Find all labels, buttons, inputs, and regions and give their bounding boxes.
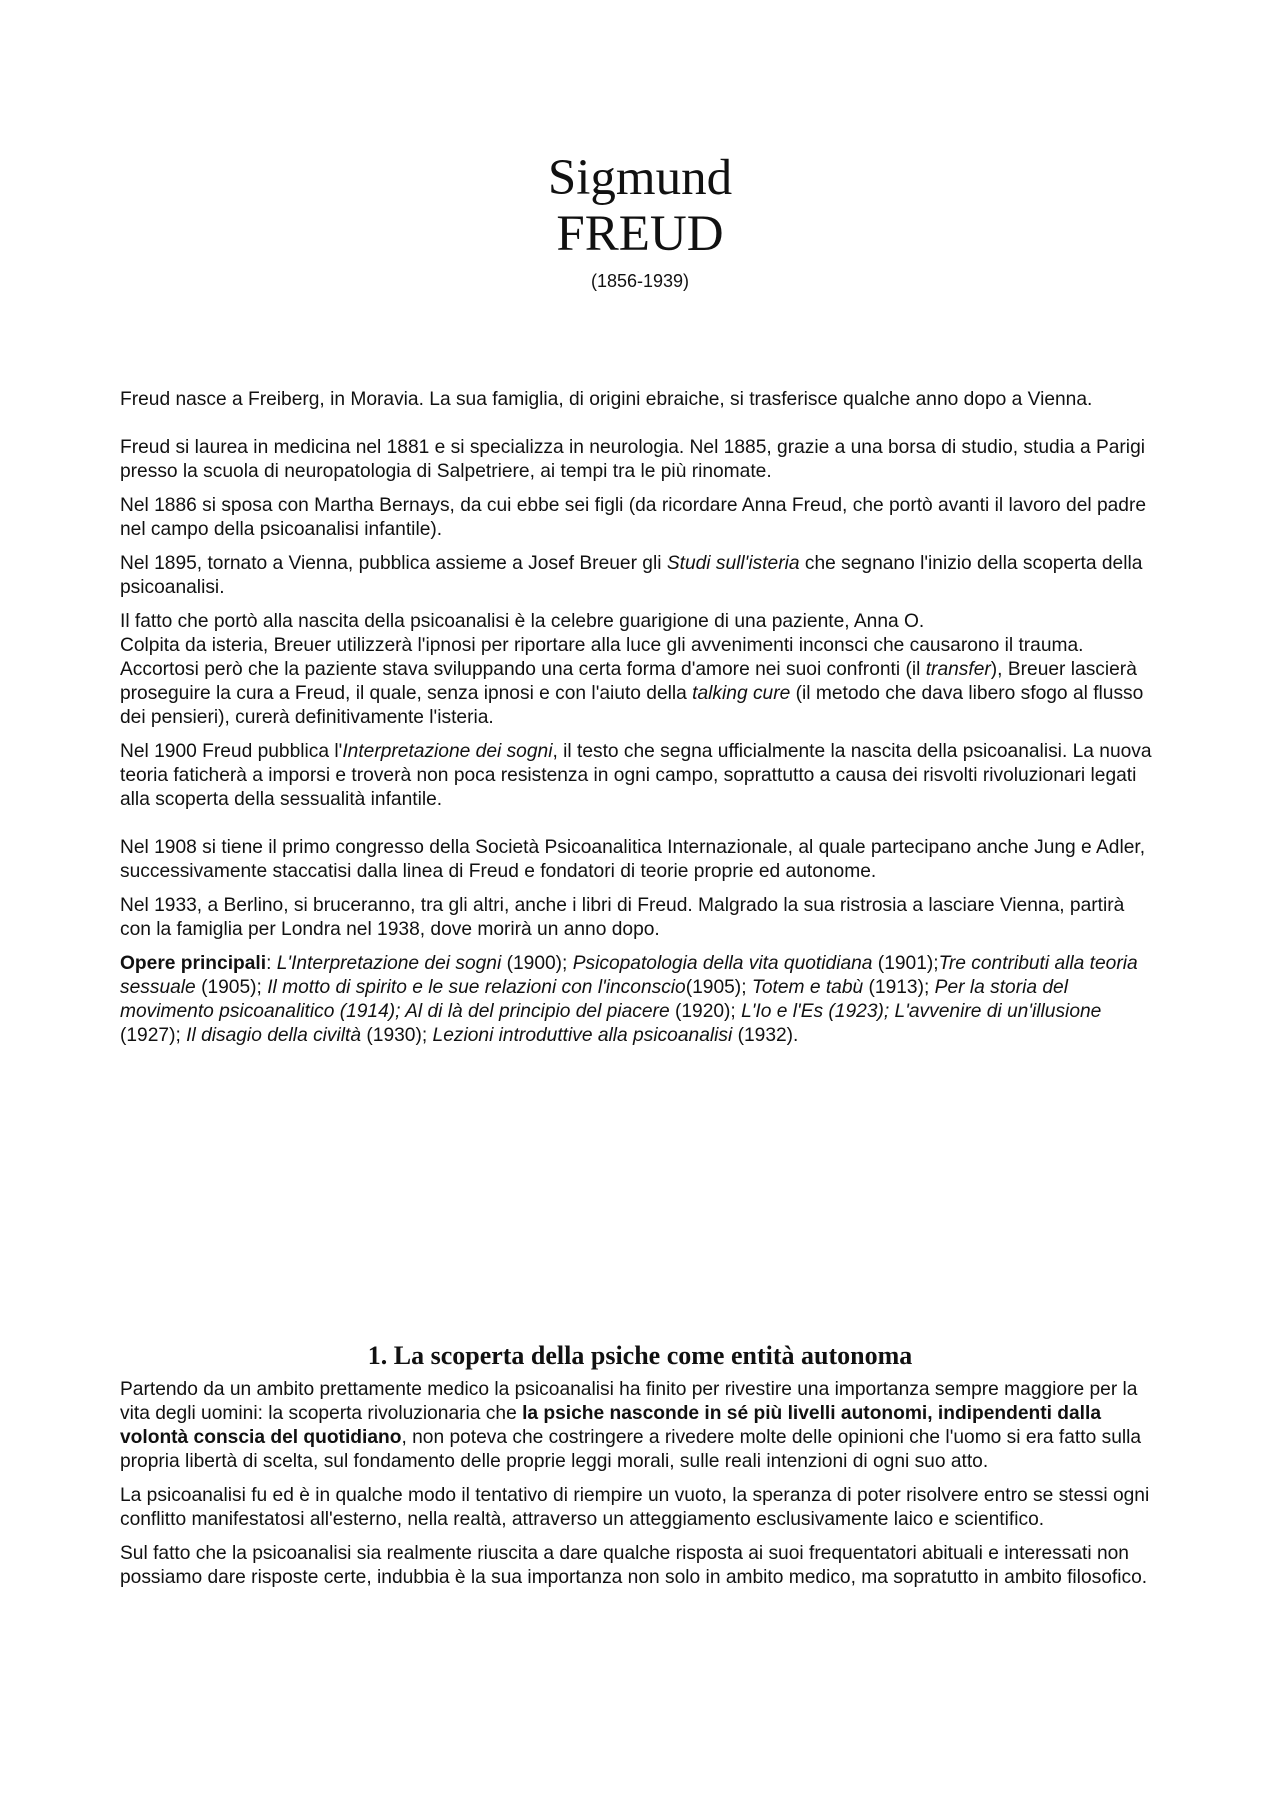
paragraph-studies-hysteria: Nel 1895, tornato a Vienna, pubblica assieme a Josef Breuer gli Studi sull'isteria che segnano l'inizio della scoperta della psicoanalisi. xyxy=(120,553,1143,598)
title-last-name: FREUD xyxy=(556,206,724,262)
book-title: Studi sull'isteria xyxy=(666,553,800,574)
section-psyche xyxy=(120,1340,1160,1600)
title-first-name: Sigmund xyxy=(547,150,733,206)
life-dates: (1856-1939) xyxy=(590,271,690,291)
term-transfer: transfer xyxy=(925,659,991,680)
paragraph-marriage: Nel 1886 si sposa con Martha Bernays, da cui ebbe sei figli (da ricordare Anna Freud, che portò avanti il lavoro del padre nel campo della psicoanalisi infantile). xyxy=(120,495,1147,540)
paragraph-importance: Sul fatto che la psicoanalisi sia realmente riuscita a dare qualche risposta ai suoi frequentatori abituali e interessati non possiamo dare risposte certe, indubbia è la sua importanza non solo in ambito medico, ma sopratutto in ambito filosofico. xyxy=(120,1543,1148,1588)
paragraph-psychoanalysis-attempt: La psicoanalisi fu ed è in qualche modo il tentativo di riempire un vuoto, la speranza di poter risolvere entro se stessi ogni conflitto manifestatosi all'esterno, nella realtà, attraverso un atteggiamento esclusivamente laico e scientifico. xyxy=(120,1485,1150,1530)
term-talking-cure: talking cure xyxy=(692,683,791,704)
paragraph-works: Opere principali: L'Interpretazione dei sogni (1900); Psicopatologia della vita quotidiana (1901);Tre contributi alla teoria sessuale (1905); Il motto di spirito e le sue relazioni con l'inconscio(1905); Totem e tabù (1913); Per la storia del movimento psicoanalitico (1914); Al di là del principio del piacere (1920); L'Io e l'Es (1923); L'avvenire di un'illusione (1927); Il disagio della civiltà (1930); Lezioni introduttive alla psicoanalisi (1932). xyxy=(120,953,1138,1046)
paragraph-birth: Freud nasce a Freiberg, in Moravia. La sua famiglia, di origini ebraiche, si trasferisce qualche anno dopo a Vienna. xyxy=(120,389,1093,410)
paragraph-dreams: Nel 1900 Freud pubblica l'Interpretazione dei sogni, il testo che segna ufficialmente la nascita della psicoanalisi. La nuova teoria faticherà a imporsi e troverà non poca resistenza in ogni campo, soprattutto a causa dei risvolti rivoluzionari legati alla scoperta della sessualità infantile. xyxy=(120,741,1152,810)
works-label: Opere principali xyxy=(120,953,267,974)
paragraph-anna-o: Il fatto che portò alla nascita della psicoanalisi è la celebre guarigione di una paziente, Anna O. Colpita da isteria, Breuer utilizzerà l'ipnosi per riportare alla luce gli avvenimenti inconsci che causarono il trauma. Accortosi però che la paziente stava sviluppando una certa forma d'amore nei suoi confronti (il transfer), Breuer lascierà proseguire la cura a Freud, il quale, senza ipnosi e con l'aiuto della talking cure (il metodo che dava libero sfogo al flusso dei pensieri), curerà definitivamente l'isteria. xyxy=(120,611,1144,728)
title-block xyxy=(0,150,1280,294)
paragraph-congress: Nel 1908 si tiene il primo congresso della Società Psicoanalitica Internazionale, al quale partecipano anche Jung e Adler, successivamente staccatisi dalla linea di Freud e fondatori di teorie proprie ed autonome. xyxy=(120,837,1146,882)
paragraph-berlin: Nel 1933, a Berlino, si bruceranno, tra gli altri, anche i libri di Freud. Malgrado la sua ristrosia a lasciare Vienna, partirà con la famiglia per Londra nel 1938, dove morirà un anno dopo. xyxy=(120,895,1125,940)
biography-section xyxy=(120,388,1160,1058)
paragraph-psyche-levels: Partendo da un ambito prettamente medico la psicoanalisi ha finito per rivestire una importanza sempre maggiore per la vita degli uomini: la scoperta rivoluzionaria che la psiche nasconde in sé più livelli autonomi, indipendenti dalla volontà conscia del quotidiano, non poteva che costringere a rivedere molte delle opinioni che l'uomo si era fatto sulla propria libertà di scelta, sul fondamento delle proprie leggi morali, sulle reali intenzioni di ogni suo atto. xyxy=(120,1379,1142,1472)
paragraph-education: Freud si laurea in medicina nel 1881 e si specializza in neurologia. Nel 1885, grazie a una borsa di studio, studia a Parigi presso la scuola di neuropatologia di Salpetriere, ai tempi tra le più rinomate. xyxy=(120,437,1146,482)
key-statement: la psiche nasconde in sé più livelli autonomi, indipendenti dalla volontà conscia del quotidiano xyxy=(120,1403,1102,1448)
book-title: Interpretazione dei sogni xyxy=(342,741,553,762)
section-heading: 1. La scoperta della psiche come entità autonoma xyxy=(367,1341,913,1370)
